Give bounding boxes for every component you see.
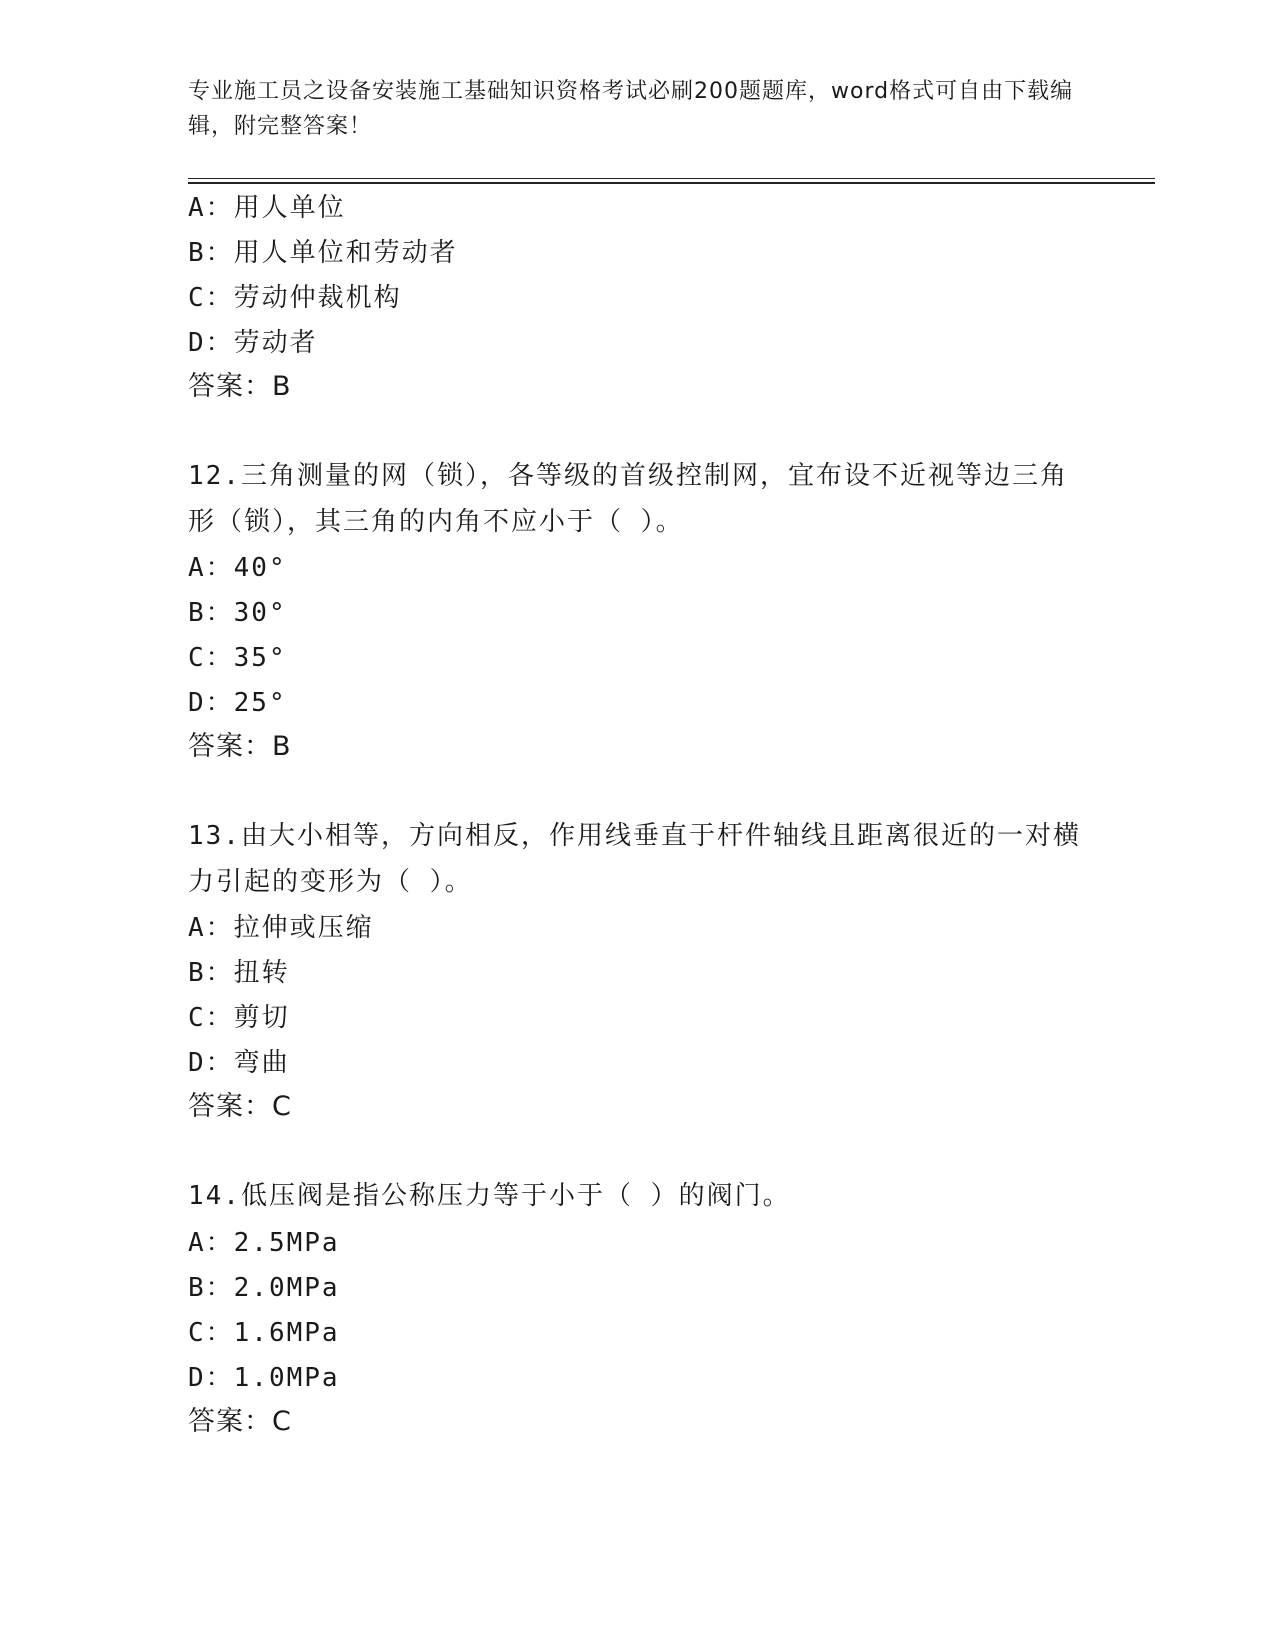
option-b: B：2.0MPa: [188, 1273, 340, 1303]
option-b: B：扭转: [188, 958, 290, 988]
option-a: A：2.5MPa: [188, 1228, 340, 1258]
question-12-text: 12.三角测量的网（锁），各等级的首级控制网，宜布设不近视等边三角形（锁），其三角的内角不应小于（ ）。: [188, 461, 1068, 537]
option-d: D：弯曲: [188, 1048, 290, 1078]
option-c: C：1.6MPa: [188, 1318, 340, 1348]
option-d: D：1.0MPa: [188, 1363, 340, 1393]
answer-label: 答案：B: [188, 731, 292, 762]
answer-label: 答案：B: [188, 371, 292, 402]
header-rule-thin: [188, 178, 1155, 179]
option-b: B：30°: [188, 598, 287, 628]
option-a: A：拉伸或压缩: [188, 913, 374, 943]
option-a: A：40°: [188, 553, 287, 583]
answer-label: 答案：C: [188, 1091, 292, 1122]
option-c: C：35°: [188, 643, 287, 673]
question-14-text: 14.低压阀是指公称压力等于小于（ ）的阀门。: [188, 1181, 791, 1211]
option-d: D：25°: [188, 688, 287, 718]
question-13-text: 13.由大小相等，方向相反，作用线垂直于杆件轴线且距离很近的一对横力引起的变形为（ ）。: [188, 821, 1081, 897]
option-b: B：用人单位和劳动者: [188, 238, 458, 268]
option-a: A：用人单位: [188, 193, 346, 223]
option-d: D：劳动者: [188, 328, 318, 358]
option-c: C：劳动仲裁机构: [188, 283, 402, 313]
option-c: C：剪切: [188, 1003, 290, 1033]
answer-label: 答案：C: [188, 1406, 292, 1437]
header-rule-thick: [188, 182, 1155, 184]
document-header: 专业施工员之设备安装施工基础知识资格考试必刷200题题库，word格式可自由下载编辑，附完整答案！: [188, 79, 1074, 139]
